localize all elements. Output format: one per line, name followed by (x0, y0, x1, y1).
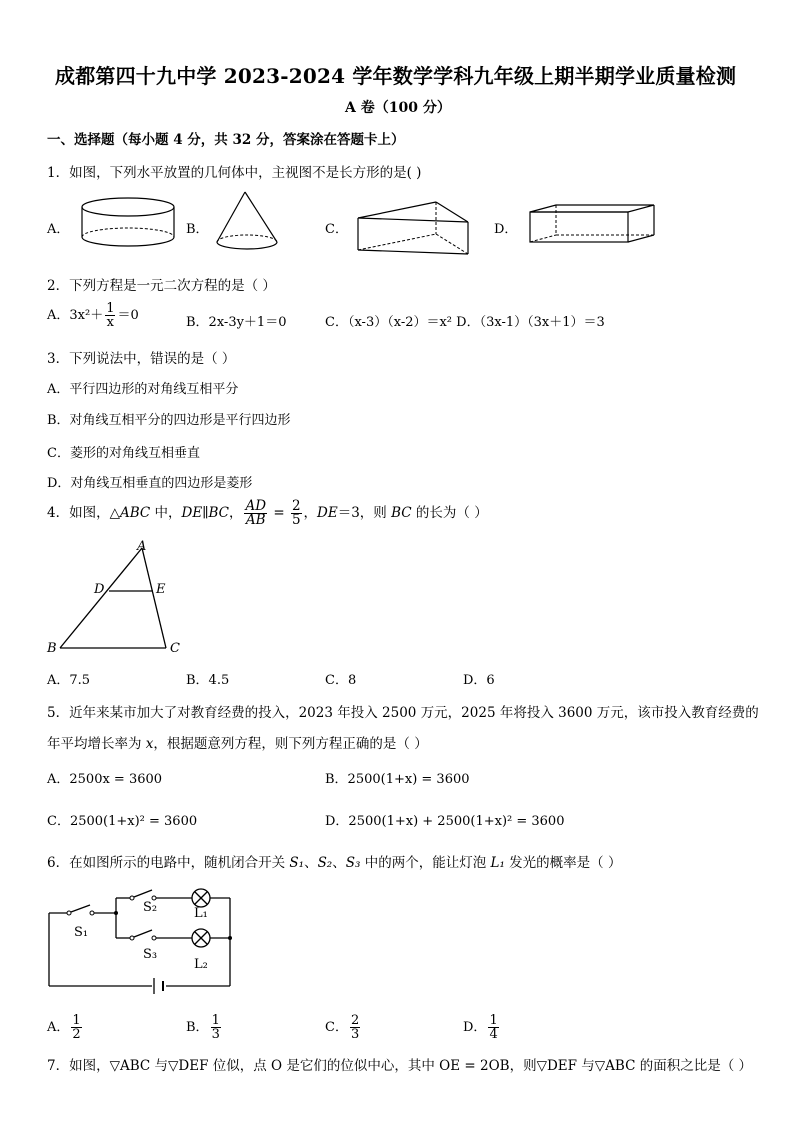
q6-a-prefix: A． (47, 1020, 70, 1035)
exam-subtitle: A 卷（100 分） (345, 100, 451, 116)
q6-stem-b: 中的两个，能让灯泡 (360, 855, 491, 871)
q4-option-b: B．4.5 (186, 673, 230, 688)
q4-equals: = (269, 505, 289, 521)
q6-d-fraction (488, 1014, 498, 1041)
q4-option-d: D．6 (463, 673, 495, 688)
q6-option-d (463, 1014, 501, 1041)
point-e-label: E (156, 582, 166, 597)
q4-de: DE (317, 505, 338, 521)
q6-d-den: 4 (489, 1027, 498, 1042)
point-a-label: A (137, 539, 147, 554)
q2-a-numerator: 1 (106, 301, 115, 316)
triangular-prism-figure (356, 198, 476, 258)
q6-b-prefix: B． (186, 1020, 209, 1035)
q6-c-den: 3 (350, 1027, 360, 1042)
q4-value-numerator: 2 (291, 498, 301, 514)
q6-sep1: 、 (304, 855, 318, 871)
point-d-label: D (94, 582, 105, 597)
triangle-abc-figure (44, 538, 194, 658)
q3-option-a: A．平行四边形的对角线互相平分 (47, 382, 239, 397)
q5-option-c: C．2500(1+x)² = 3600 (47, 814, 198, 829)
q3-option-c: C．菱形的对角线互相垂直 (47, 446, 200, 461)
q2-a-prefix: A．3x²＋ (47, 308, 104, 323)
q6-a-den: 2 (72, 1027, 81, 1042)
q4-stem-e: ， (228, 505, 243, 521)
exam-title: 成都第四十九中学 2023-2024 学年数学学科九年级上期半期学业质量检测 (55, 64, 737, 88)
q6-d-num: 1 (489, 1013, 498, 1028)
point-b-label: B (47, 641, 57, 656)
q1-option-d-label: D． (494, 222, 518, 237)
rectangular-box-figure (528, 204, 658, 250)
question-1-stem: 1．如图，下列水平放置的几何体中，主视图不是长方形的是( ) (47, 165, 422, 181)
q5-option-a: A．2500x = 3600 (47, 772, 163, 787)
q4-triangle-abc: △ABC (109, 505, 151, 521)
q6-s2: S₂ (317, 855, 333, 871)
q2-a-denominator: x (106, 315, 115, 330)
q6-c-prefix: C． (325, 1020, 348, 1035)
q4-stem-j: 的长为（ ） (411, 505, 488, 521)
q5-line2-b: ，根据题意列方程，则下列方程正确的是（ ） (153, 736, 428, 752)
q6-a-fraction (71, 1014, 81, 1041)
q4-bc: BC (391, 505, 412, 521)
q6-stem-c: 发光的概率是（ ） (504, 855, 622, 871)
q3-option-d: D．对角线互相垂直的四边形是菱形 (47, 476, 253, 491)
circuit-label-s3: S₃ (143, 947, 158, 962)
q1-option-c-label: C． (325, 222, 348, 237)
q6-b-num: 1 (211, 1013, 220, 1028)
circuit-label-s2: S₂ (143, 900, 158, 915)
q4-ratio-denominator: AB (245, 512, 266, 528)
cone-figure (215, 190, 285, 260)
question-2-stem: 2．下列方程是一元二次方程的是（ ） (47, 278, 276, 294)
q6-option-b (186, 1014, 223, 1041)
q4-stem-c: 中， (150, 505, 182, 521)
q2-option-b: B．2x-3y＋1＝0 (186, 315, 287, 330)
q5-option-b: B．2500(1+x) = 3600 (325, 772, 470, 787)
q6-option-a (47, 1014, 84, 1041)
q4-value-denominator: 5 (291, 512, 301, 528)
q2-a-suffix: ＝0 (117, 308, 139, 323)
q4-stem-h: ＝3，则 (337, 505, 392, 521)
circuit-label-l1: L₁ (194, 906, 208, 921)
q6-c-num: 2 (350, 1013, 360, 1028)
section-heading: 一、选择题（每小题 4 分，共 32 分，答案涂在答题卡上） (47, 132, 405, 148)
circuit-diagram (44, 880, 244, 1000)
q6-b-den: 3 (211, 1027, 220, 1042)
q2-option-c-d: C．（x-3）（x-2）＝x² D．（3x-1）（3x＋1）＝3 (325, 315, 605, 330)
question-5-line1: 5．近年来某市加大了对教育经费的投入，2023 年投入 2500 万元，2025 年将投入 3600 万元，该市投入教育经费的 (47, 705, 759, 721)
q6-s1: S₁ (289, 855, 305, 871)
q6-sep2: 、 (332, 855, 346, 871)
question-5-line2 (47, 732, 428, 752)
q5-line2-a: 年平均增长率为 (47, 736, 146, 752)
circuit-label-s1: S₁ (74, 925, 89, 940)
q1-option-b-label: B． (186, 222, 209, 237)
q3-option-b: B．对角线互相平分的四边形是平行四边形 (47, 413, 291, 428)
q4-ratio-numerator: AD (245, 498, 267, 514)
circuit-label-l2: L₂ (194, 957, 208, 972)
q4-option-c: C．8 (325, 673, 357, 688)
q4-parallel: DE∥BC (181, 505, 229, 521)
cylinder-figure (78, 196, 178, 256)
q5-option-d: D．2500(1+x) + 2500(1+x)² = 3600 (325, 814, 565, 829)
q6-b-fraction (211, 1014, 221, 1041)
q6-a-num: 1 (72, 1013, 81, 1028)
point-c-label: C (170, 641, 180, 656)
q4-ratio-fraction (244, 500, 267, 527)
question-3-stem: 3．下列说法中，错误的是（ ） (47, 351, 236, 367)
q4-value-fraction (291, 500, 302, 527)
q2-a-fraction (105, 302, 115, 329)
q4-option-a: A．7.5 (47, 673, 91, 688)
q6-c-fraction (350, 1014, 360, 1041)
q6-l1: L₁ (490, 855, 505, 871)
q5-var-x: x (145, 736, 154, 752)
question-7-stem: 7．如图，▽ABC 与▽DEF 位似，点 O 是它们的位似中心，其中 OE = 2OB，则▽DEF 与▽ABC 的面积之比是（ ） (47, 1058, 752, 1074)
q6-d-prefix: D． (463, 1020, 487, 1035)
q6-option-c (325, 1014, 362, 1041)
q1-option-a-label: A． (47, 222, 70, 237)
question-4-stem (47, 500, 488, 527)
q6-s3: S₃ (345, 855, 361, 871)
q4-stem-a: 4．如图， (47, 505, 110, 521)
q6-stem-a: 6．在如图所示的电路中，随机闭合开关 (47, 855, 290, 871)
q2-option-a (47, 302, 139, 329)
question-6-stem (47, 851, 621, 871)
q4-stem-f: ， (303, 505, 318, 521)
